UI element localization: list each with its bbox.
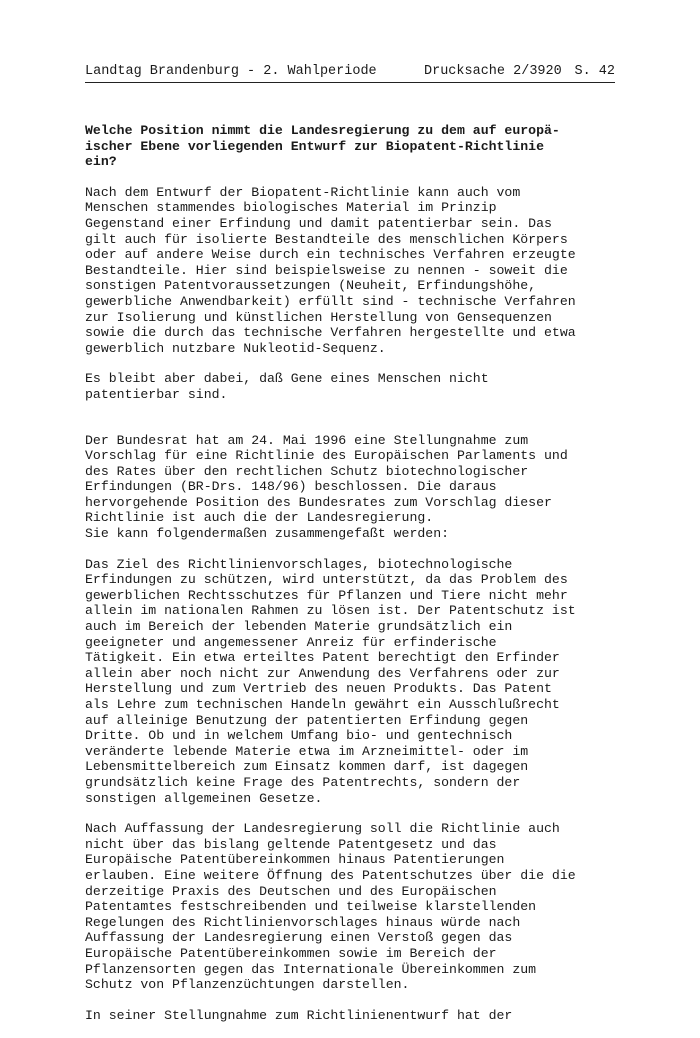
question-heading: Welche Position nimmt die Landesregierung zu dem auf europä- ischer Ebene vorliegenden Entwurf zur Biopatent-Richtlinie ein? — [85, 123, 560, 170]
page-header — [85, 64, 615, 83]
document-body — [85, 123, 615, 1038]
paragraph-1: Nach dem Entwurf der Biopatent-Richtlinie kann auch vom Menschen stammendes biologisches Material im Prinzip Gegenstand einer Erfindung und damit patentierbar sein. Das gilt auch für isolierte Bestandteile des menschlichen Körpers oder auf andere Weise durch ein technisches Verfahren erzeugte Bestandteile. Hier sind beispielsweise zu nennen - soweit die sonstigen Patentvoraussetzungen (Neuheit, Erfindungshöhe, gewerbliche Anwendbarkeit) erfüllt sind - technische Verfahren zur Isolierung und künstlichen Herstellung von Gensequenzen sowie die durch das technische Verfahren hergestellte und etwa gewerblich nutzbare Nukleotid-Sequenz. — [85, 184, 576, 356]
header-page-number: S. 42 — [574, 64, 615, 79]
paragraph-3: Der Bundesrat hat am 24. Mai 1996 eine Stellungnahme zum Vorschlag für eine Richtlinie des Europäischen Parlaments und des Rates über den rechtlichen Schutz biotechnologischer Erfindungen (BR-Drs. 148/96) beschlossen. Die daraus hervorgehende Position des Bundesrates zum Vorschlag dieser Richtlinie ist auch die der Landesregierung. Sie kann folgendermaßen zusammengefaßt werden: — [85, 432, 568, 542]
paragraph-4: Das Ziel des Richtlinienvorschlages, biotechnologische Erfindungen zu schützen, wird unterstützt, da das Problem des gewerblichen Rechtsschutzes für Pflanzen und Tiere nicht mehr allein im nationalen Rahmen zu lösen ist. Der Patentschutz ist auch im Bereich der lebenden Materie grundsätzlich ein geeigneter und angemessener Anreiz für erfinderische Tätigkeit. Ein etwa erteiltes Patent berechtigt den Erfinder allein aber noch nicht zur Anwendung des Verfahrens oder zur Herstellung und zum Vertrieb des neuen Produkts. Das Patent als Lehre zum technischen Handeln gewährt ein Ausschlußrecht auf alleinige Benutzung der patentierten Erfindung gegen Dritte. Ob und in welchem Umfang bio- und gentechnisch veränderte lebende Materie etwa im Arzneimittel- oder im Lebensmittelbereich zum Einsatz kommen darf, ist dagegen grundsätzlich keine Frage des Patentrechts, sondern der sonstigen allgemeinen Gesetze. — [85, 556, 576, 806]
paragraph-6: In seiner Stellungnahme zum Richtlinienentwurf hat der — [85, 1007, 513, 1023]
paragraph-2: Es bleibt aber dabei, daß Gene eines Menschen nicht patentierbar sind. — [85, 371, 489, 402]
header-document-number: Drucksache 2/3920 — [424, 64, 562, 79]
header-parliament: Landtag Brandenburg - 2. Wahlperiode — [85, 64, 377, 79]
paragraph-5: Nach Auffassung der Landesregierung soll die Richtlinie auch nicht über das bislang geltende Patentgesetz und das Europäische Patentübereinkommen hinaus Patentierungen erlauben. Eine weitere Öffnung des Patentschutzes über die die derzeitige Praxis des Deutschen und des Europäischen Patentamtes festschreibenden und teilweise klarstellenden Regelungen des Richtlinienvorschlages hinaus würde nach Auffassung der Landesregierung einen Verstoß gegen das Europäische Patentübereinkommen sowie im Bereich der Pflanzensorten gegen das Internationale Übereinkommen zum Schutz von Pflanzenzüchtungen darstellen. — [85, 821, 576, 993]
